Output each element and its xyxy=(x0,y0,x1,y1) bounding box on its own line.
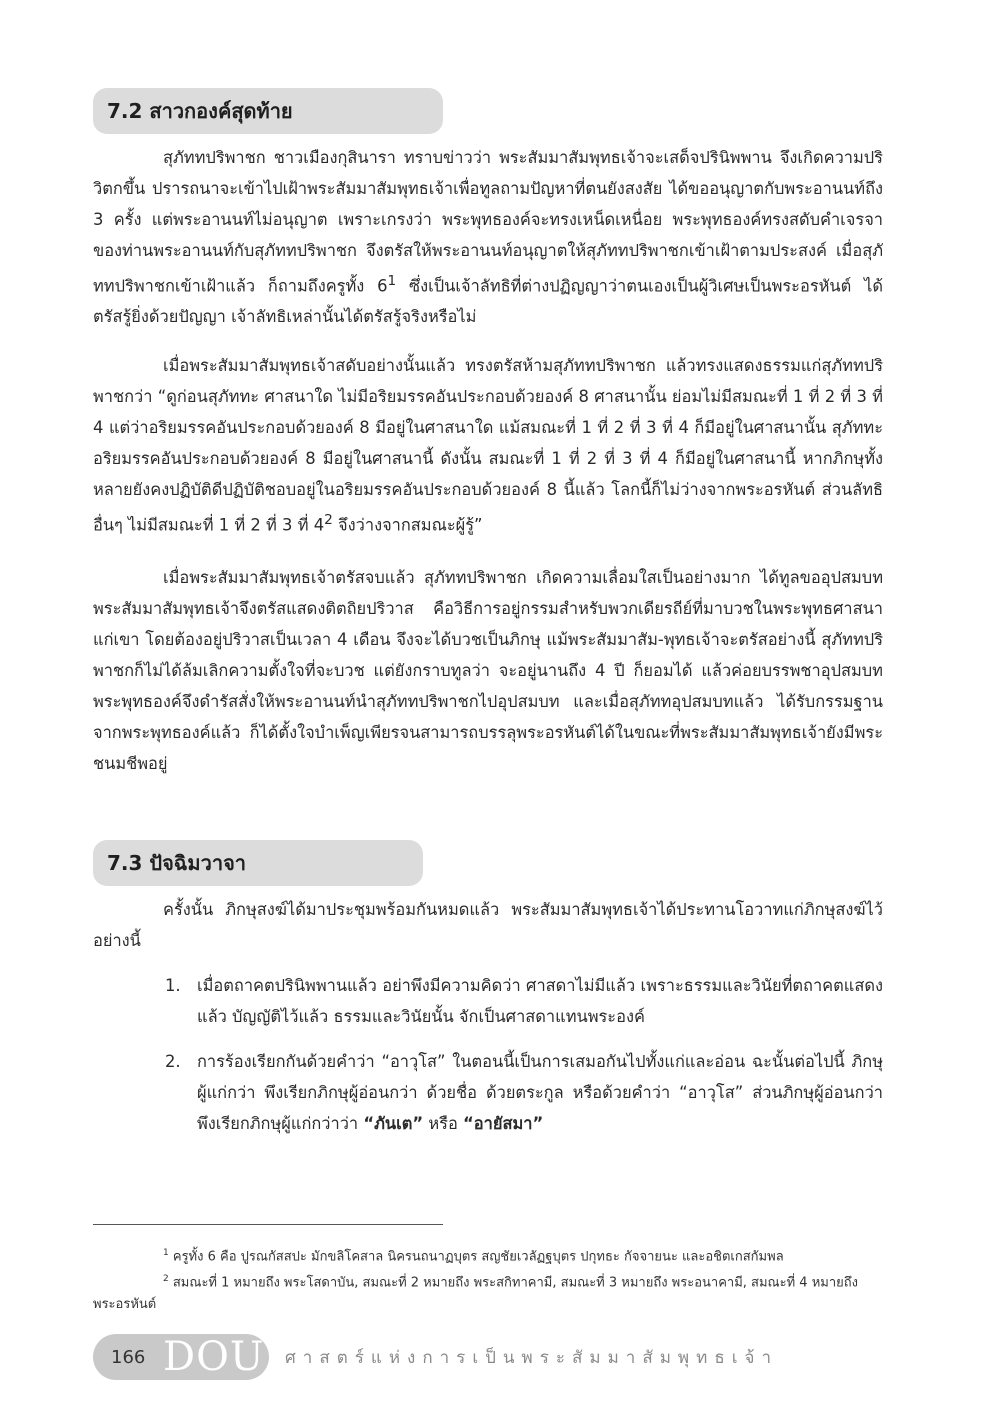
section-heading-7-2 xyxy=(93,88,443,134)
paragraph-text: สุภัททปริพาชก ชาวเมืองกุสินารา ทราบข่าวว่า พระสัมมาสัมพุทธเจ้าจะเสด็จปรินิพพาน จึงเกิดความปริวิตกขึ้น ปรารถนาจะเข้าไปเฝ้าพระสัมมาสัมพุทธเจ้าเพื่อทูลถามปัญหาที่ตนยังสงสัย ได้ขออนุญาตกับพระอานนท์ถึง 3 ครั้ง แต่พระอานนท์ไม่อนุญาต เพราะเกรงว่า พระพุทธองค์จะทรงเหน็ดเหนื่อย พระพุทธองค์ทรงสดับคำเจรจาของท่านพระอานนท์กับสุภัททปริพาชก จึงตรัสให้พระอานนท์อนุญาตให้สุภัททปริพาชกเข้าเฝ้าตามประสงค์ เมื่อสุภัททปริพาชกเข้าเฝ้าแล้ว ก็ถามถึงครูทั้ง 6 xyxy=(93,148,883,296)
list-item-bold-term: “ภันเต” xyxy=(363,1114,424,1133)
list-item xyxy=(93,970,883,1032)
page-footer xyxy=(93,1334,778,1380)
paragraph-text-tail: ซึ่งเป็นเจ้าลัทธิที่ต่างปฏิญญาว่าตนเองเป็นผู้วิเศษเป็นพระอรหันต์ ได้ตรัสรู้ยิ่งด้วยปัญญา เจ้าลัทธิเหล่านั้นได้ตรัสรู้จริงหรือไม่ xyxy=(93,276,883,327)
paragraph-ordination xyxy=(93,562,883,779)
list-item-bold-term: “อายัสมา” xyxy=(463,1114,544,1133)
paragraph-text: เมื่อพระสัมมาสัมพุทธเจ้าตรัสจบแล้ว สุภัททปริพาชก เกิดความเลื่อมใสเป็นอย่างมาก ได้ทูลขออุปสมบท พระสัมมาสัมพุทธเจ้าจึงตรัสแสดงติตถิยปริวาส คือวิธีการอยู่กรรมสำหรับพวกเดียรถีย์ที่มาบวชในพระพุทธศาสนาแก่เขา โดยต้องอยู่ปริวาสเป็นเวลา 4 เดือน จึงจะได้บวชเป็นภิกษุ แม้พระสัมมาสัม-พุทธเจ้าจะตรัสอย่างนี้ สุภัททปริพาชกก็ไม่ได้ล้มเลิกความตั้งใจที่จะบวช แต่ยังกราบทูลว่า จะอยู่นานถึง 4 ปี ก็ยอมได้ แล้วค่อยบรรพชาอุปสมบท พระพุทธองค์จึงดำรัสสั่งให้พระอานนท์นำสุภัททปริพาชกไปอุปสมบท และเมื่อสุภัททอุปสมบทแล้ว ได้รับกรรมฐานจากพระพุทธองค์แล้ว ก็ได้ตั้งใจบำเพ็ญเพียรจนสามารถบรรลุพระอรหันต์ได้ในขณะที่พระสัมมาสัมพุทธเจ้ายังมีพระชนมชีพอยู่ xyxy=(93,568,883,773)
list-item-number: 1. xyxy=(165,976,181,995)
footnote-text: ครูทั้ง 6 คือ ปูรณกัสสปะ มักขลิโคสาล นิครนถนาฏบุตร สญชัยเวลัฏฐบุตร ปกุทธะ กัจจายนะ และอชิตเกสกัมพล xyxy=(172,1249,784,1265)
footnote-mark: 2 xyxy=(163,1274,169,1284)
list-item xyxy=(93,1046,883,1139)
footnote-divider xyxy=(93,1224,443,1225)
dou-logo: DOU xyxy=(163,1334,265,1380)
footnote-ref-1[interactable]: 1 xyxy=(387,273,397,289)
paragraph-last-words-intro xyxy=(93,894,883,956)
paragraph-text-tail: จึงว่างจากสมณะผู้รู้” xyxy=(332,515,483,535)
list-item-text-mid: หรือ xyxy=(423,1114,464,1133)
footnote-mark: 1 xyxy=(163,1248,169,1258)
paragraph-buddha-teaching xyxy=(93,350,883,540)
footnote-text: สมณะที่ 1 หมายถึง พระโสดาบัน, สมณะที่ 2 หมายถึง พระสกิทาคามี, สมณะที่ 3 หมายถึง พระอนาคามี, สมณะที่ 4 หมายถึง พระอรหันต์ xyxy=(93,1275,858,1313)
footnote-ref-2[interactable]: 2 xyxy=(324,512,333,528)
paragraph-subhadda-intro xyxy=(93,142,883,332)
section-heading-7-2-text: 7.2 สาวกองค์สุดท้าย xyxy=(107,99,293,123)
footnote-1 xyxy=(93,1242,883,1268)
list-item-text: การร้องเรียกกันด้วยคำว่า “อาวุโส” ในตอนนี้เป็นการเสมอกันไปทั้งแก่และอ่อน ฉะนั้นต่อไปนี้ ภิกษุผู้แก่กว่า พึงเรียกภิกษุผู้อ่อนกว่า ด้วยชื่อ ด้วยตระกูล หรือด้วยคำว่า “อาวุโส” ส่วนภิกษุผู้อ่อนกว่า พึงเรียกภิกษุผู้แก่กว่าว่า xyxy=(197,1052,883,1133)
book-title: ศาสตร์แห่งการเป็นพระสัมมาสัมพุทธเจ้า xyxy=(285,1347,779,1368)
page-number-badge xyxy=(93,1334,269,1380)
paragraph-text: เมื่อพระสัมมาสัมพุทธเจ้าสดับอย่างนั้นแล้ว ทรงตรัสห้ามสุภัททปริพาชก แล้วทรงแสดงธรรมแก่สุภัททปริพาชกว่า “ดูก่อนสุภัททะ ศาสนาใด ไม่มีอริยมรรคอันประกอบด้วยองค์ 8 ศาสนานั้น ย่อมไม่มีสมณะที่ 1 ที่ 2 ที่ 3 ที่ 4 แต่ว่าอริยมรรคอันประกอบด้วยองค์ 8 มีอยู่ในศาสนาใด แม้สมณะที่ 1 ที่ 2 ที่ 3 ที่ 4 ก็มีอยู่ในศาสนานั้น สุภัททะ อริยมรรคอันประกอบด้วยองค์ 8 มีอยู่ในศาสนานี้ ดังนั้น สมณะที่ 1 ที่ 2 ที่ 3 ที่ 4 ก็มีอยู่ในศาสนานี้ หากภิกษุทั้งหลายยังคงปฏิบัติดีปฏิบัติชอบอยู่ในอริยมรรคอันประกอบด้วยองค์ 8 นี้แล้ว โลกนี้ก็ไม่ว่างจากพระอรหันต์ ส่วนลัทธิอื่นๆ ไม่มีสมณะที่ 1 ที่ 2 ที่ 3 ที่ 4 xyxy=(93,356,883,535)
paragraph-text: ครั้งนั้น ภิกษุสงฆ์ได้มาประชุมพร้อมกันหมดแล้ว พระสัมมาสัมพุทธเจ้าได้ประทานโอวาทแก่ภิกษุสงฆ์ไว้อย่างนี้ xyxy=(93,900,883,950)
list-item-number: 2. xyxy=(165,1052,181,1071)
page-number: 166 xyxy=(111,1346,146,1368)
last-words-list xyxy=(93,970,883,1139)
list-item-text: เมื่อตถาคตปรินิพพานแล้ว อย่าพึงมีความคิดว่า ศาสดาไม่มีแล้ว เพราะธรรมและวินัยที่ตถาคตแสดงแล้ว บัญญัติไว้แล้ว ธรรมและวินัยนั้น จักเป็นศาสดาแทนพระองค์ xyxy=(197,976,883,1026)
section-heading-7-3 xyxy=(93,840,423,886)
section-heading-7-3-text: 7.3 ปัจฉิมวาจา xyxy=(107,851,247,875)
footnote-2 xyxy=(93,1268,883,1316)
